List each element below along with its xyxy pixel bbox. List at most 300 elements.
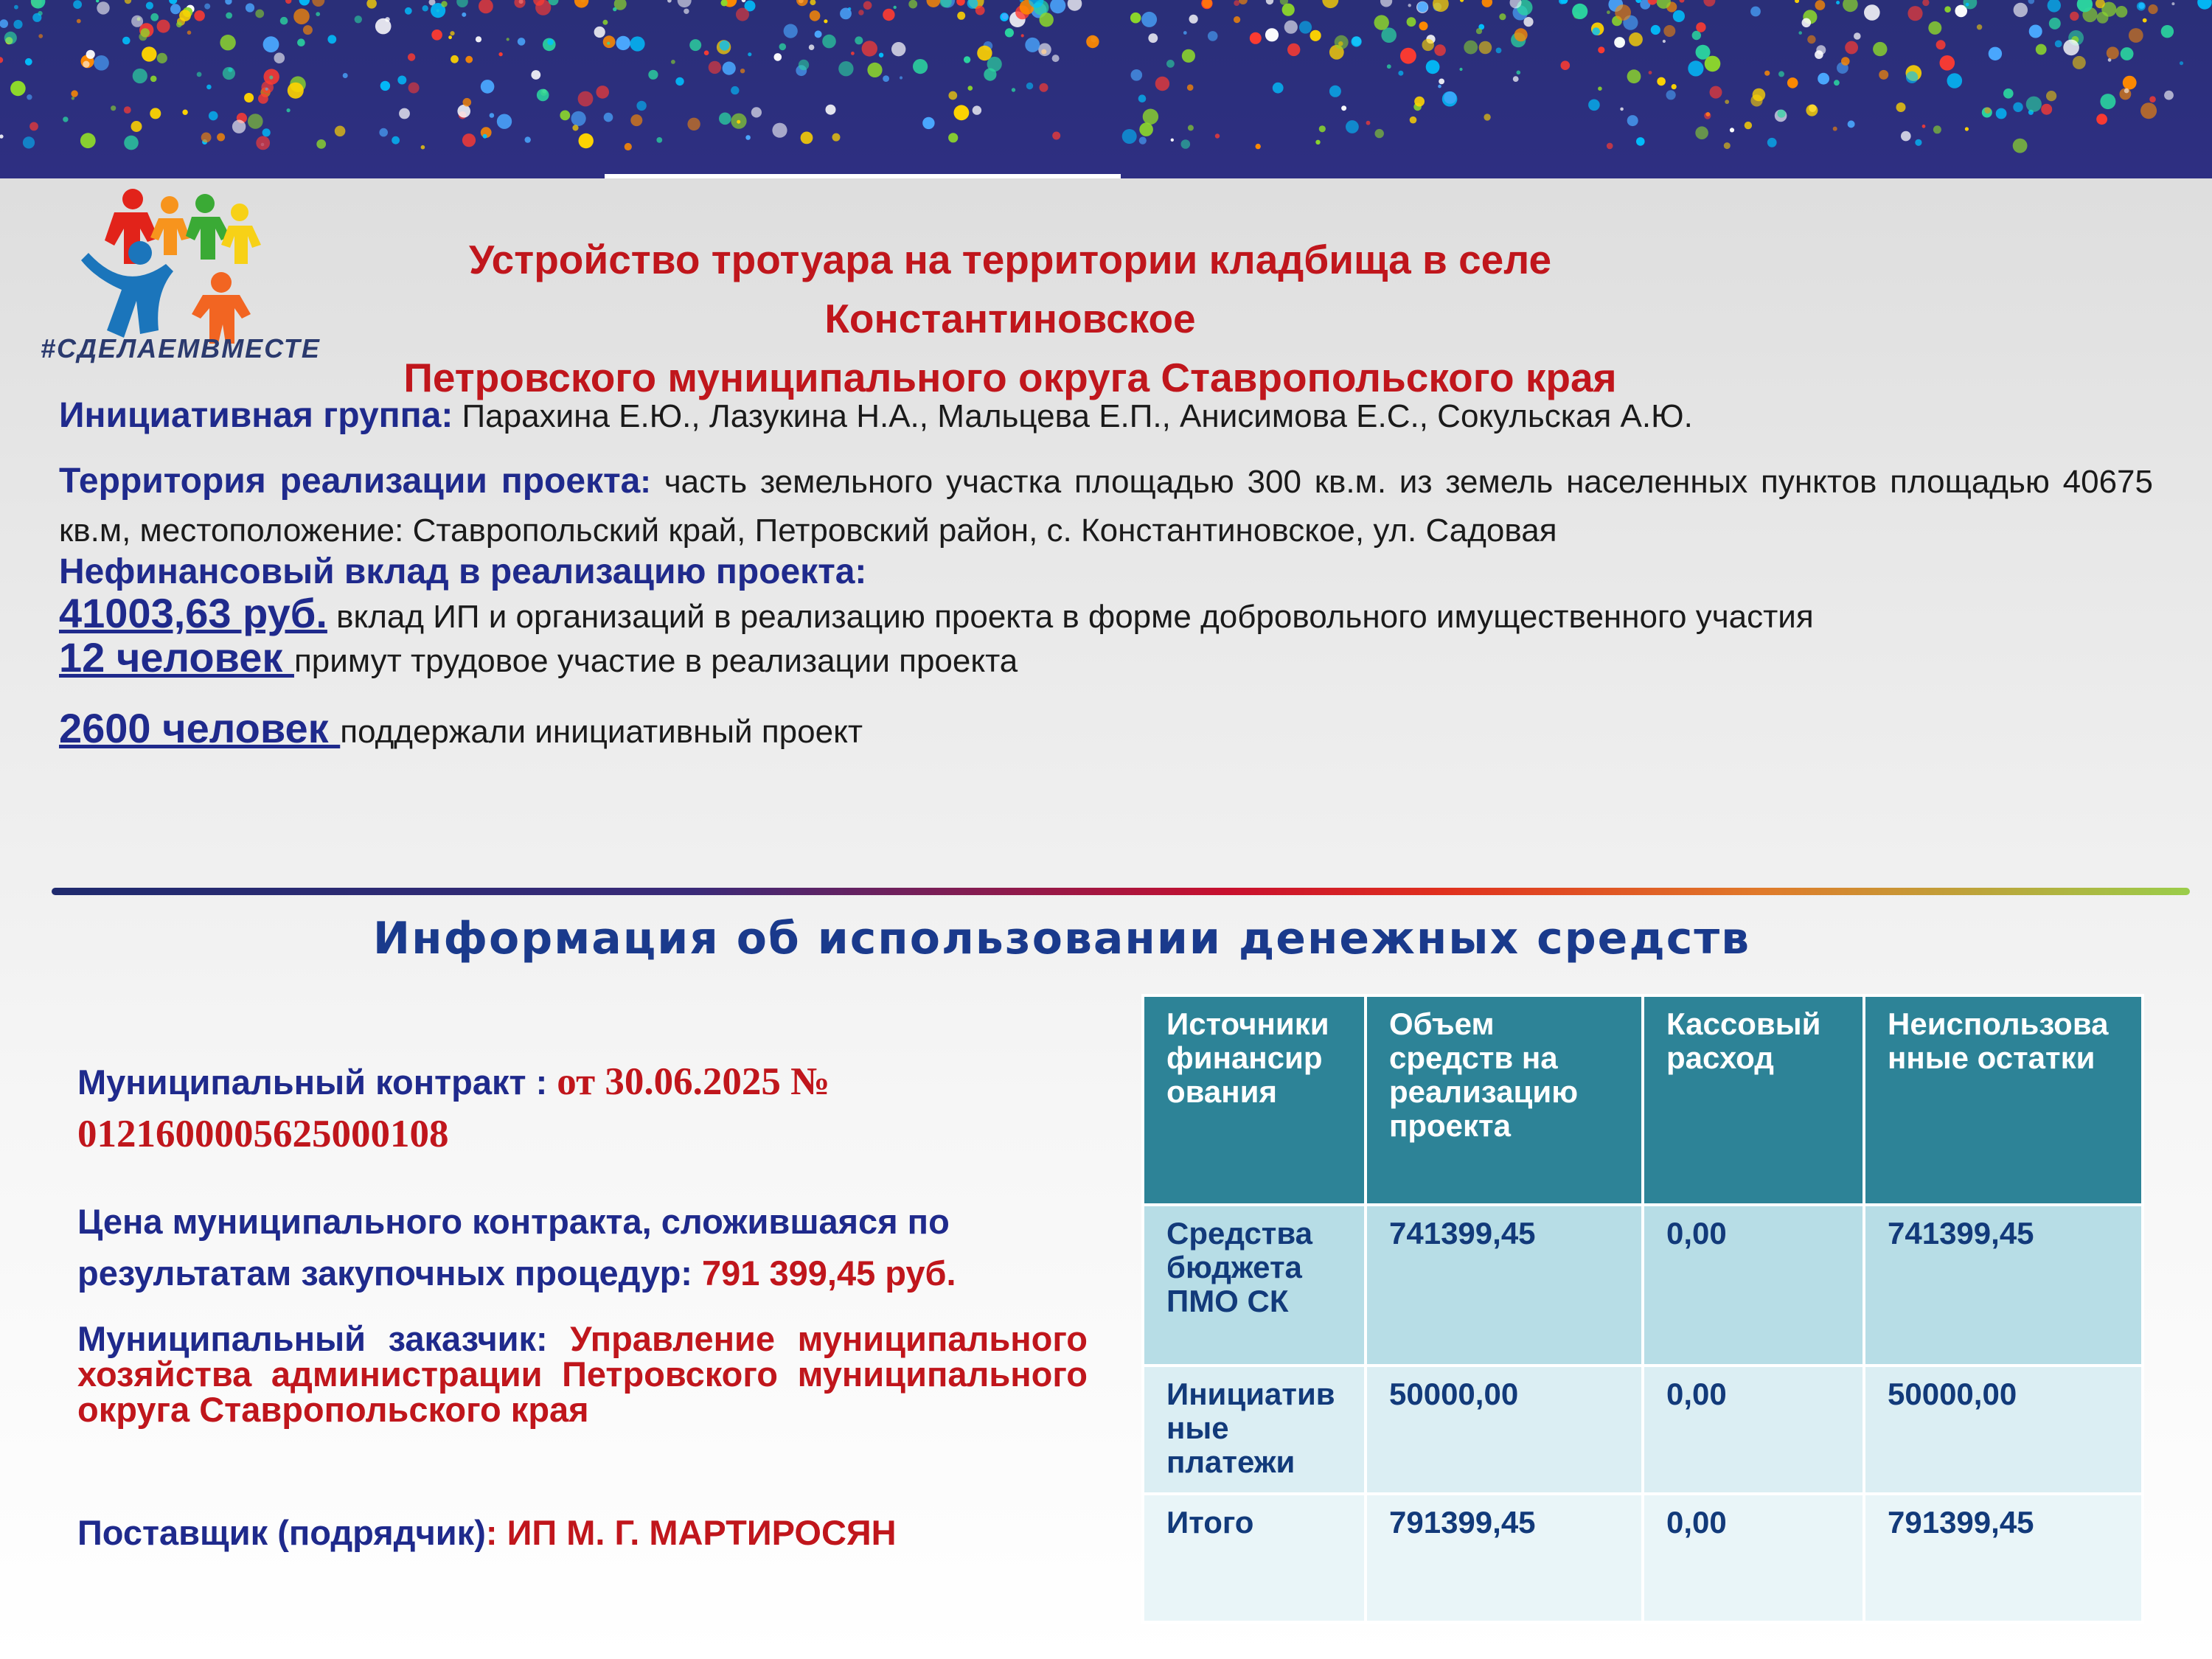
table-cell: Итого [1143, 1494, 1366, 1622]
confetti-dot [448, 35, 452, 39]
confetti-dot [2046, 91, 2056, 101]
confetti-dot [579, 133, 594, 148]
confetti-dot [2180, 61, 2183, 65]
confetti-dot [13, 20, 22, 29]
price-value: 791 399,45 руб. [702, 1253, 956, 1293]
table-row [1143, 1366, 2143, 1494]
confetti-dot [217, 133, 225, 142]
confetti-dot [274, 52, 285, 63]
confetti-dot [1864, 4, 1880, 21]
confetti-dot [38, 34, 43, 38]
confetti-dot [497, 114, 512, 129]
confetti-dot [704, 50, 709, 55]
confetti-dot [1464, 41, 1478, 55]
confetti-dot [2100, 94, 2115, 109]
confetti-dot [312, 0, 324, 7]
confetti-dot [479, 0, 493, 13]
confetti-dot [1787, 77, 1798, 88]
confetti-dot [736, 8, 749, 21]
price-info [77, 1196, 1088, 1299]
territory [59, 457, 2153, 555]
confetti-dot [1476, 28, 1482, 34]
confetti-dot [1767, 138, 1777, 147]
confetti-dot [1052, 55, 1060, 62]
confetti-dot [2140, 102, 2157, 119]
financing-table [1141, 994, 2144, 1624]
confetti-dot [2123, 76, 2137, 90]
confetti-dot [1422, 39, 1434, 51]
confetti-dot [1750, 7, 1761, 17]
confetti-dot [737, 120, 740, 124]
confetti-dot [316, 139, 326, 149]
confetti-dot [774, 53, 782, 61]
confetti-dot [862, 41, 877, 56]
confetti-dot [594, 27, 605, 38]
confetti-dot [232, 120, 246, 133]
confetti-dot [1688, 60, 1703, 76]
confetti-dot [572, 125, 578, 131]
table-cell: 0,00 [1643, 1366, 1864, 1494]
confetti-dot [1189, 15, 1198, 24]
confetti-dot [1419, 21, 1428, 30]
confetti-dot [1984, 107, 1991, 114]
confetti-dot [1778, 71, 1784, 77]
confetti-dot [2148, 4, 2157, 14]
confetti-dot [1750, 94, 1762, 106]
confetti-dot [1050, 0, 1065, 13]
confetti-dot [667, 0, 672, 3]
confetti-dot [894, 6, 897, 9]
confetti-dot [1143, 109, 1158, 125]
confetti-dot [1352, 36, 1362, 46]
confetti-dot [77, 19, 81, 24]
confetti-dot [1901, 131, 1911, 142]
confetti-dot [1250, 32, 1262, 44]
table-cell: 0,00 [1643, 1205, 1864, 1366]
confetti-dot [1282, 4, 1295, 16]
confetti-dot [1816, 45, 1826, 55]
confetti-dot [255, 10, 264, 18]
confetti-dot [1649, 71, 1652, 74]
confetti-dot [956, 0, 965, 6]
confetti-dot [675, 77, 684, 86]
confetti-dot [719, 113, 731, 125]
header-cell-cash: Кассовый расход [1643, 995, 1864, 1205]
confetti-dot [303, 25, 313, 35]
confetti-dot [31, 0, 46, 9]
confetti-dot [355, 15, 362, 23]
confetti-dot [1627, 69, 1641, 83]
confetti-dot [1434, 44, 1446, 56]
confetti-dot [689, 39, 701, 51]
table-cell: 50000,00 [1864, 1366, 2143, 1494]
confetti-dot [133, 69, 147, 83]
confetti-dot [463, 98, 472, 107]
confetti-dot [547, 39, 553, 45]
confetti-dot [223, 67, 235, 80]
confetti-dot [0, 134, 4, 138]
confetti-dot [176, 21, 182, 27]
confetti-dot [968, 86, 973, 91]
confetti-dot [379, 128, 388, 137]
confetti-dot [1745, 122, 1752, 129]
confetti-dot [927, 0, 941, 7]
confetti-dot [604, 113, 613, 122]
confetti-dot [450, 31, 454, 35]
confetti-dot [748, 52, 751, 56]
confetti-dot [578, 91, 594, 107]
confetti-dot [1234, 16, 1240, 23]
confetti-dot [1845, 41, 1858, 55]
confetti-dot [1329, 86, 1341, 97]
confetti-dot [772, 123, 787, 138]
confetti-dot [1459, 68, 1462, 71]
confetti-dot [883, 9, 894, 21]
confetti-dot [973, 105, 981, 114]
confetti-dot [71, 90, 77, 97]
confetti-dot [908, 0, 917, 9]
customer-value: Управление муниципального хозяйства администрации Петровского муниципального округа Ставропольского края [77, 1319, 1088, 1429]
confetti-dot [1181, 139, 1191, 149]
header-cell-sources: Источники финансир ования [1143, 995, 1366, 1205]
confetti-dot [900, 76, 902, 79]
confetti-dot [1598, 46, 1604, 53]
confetti-dot [2029, 25, 2042, 38]
confetti-dot [987, 57, 1002, 72]
confetti-dot [1673, 10, 1685, 22]
confetti-dot [1335, 35, 1349, 49]
confetti-dot [801, 132, 813, 145]
confetti-dot [1561, 60, 1571, 70]
confetti-dot [1922, 125, 1926, 128]
confetti-dot [815, 30, 822, 38]
confetti-dot [1052, 132, 1060, 140]
confetti-dot [2121, 47, 2134, 60]
confetti-dot [316, 12, 320, 16]
confetti-dot [182, 110, 187, 115]
confetti-dot [157, 20, 170, 33]
confetti-dot [1523, 17, 1533, 27]
confetti-dot [2096, 114, 2107, 125]
confetti-dot [507, 38, 509, 41]
confetti-dot [456, 0, 468, 7]
confetti-dot [913, 59, 928, 74]
confetti-dot [1215, 133, 1220, 138]
confetti-dot [1187, 84, 1194, 91]
table-row [1143, 1205, 2143, 1366]
confetti-dot [4, 32, 17, 44]
confetti-dot [1012, 88, 1015, 91]
table-header-row [1143, 995, 2143, 1205]
confetti-dot [514, 0, 525, 8]
confetti-dot [1310, 30, 1321, 41]
confetti-dot [225, 0, 232, 4]
confetti-dot [957, 12, 965, 20]
confetti-dot [131, 121, 142, 132]
confetti-dot [1724, 142, 1731, 149]
confetti-dot [124, 106, 131, 114]
confetti-dot [720, 41, 730, 51]
confetti-dot [1122, 129, 1137, 144]
confetti-dot [574, 0, 588, 8]
confetti-dot [1620, 108, 1624, 111]
confetti-dot [96, 0, 99, 2]
confetti-dot [1417, 1, 1427, 12]
confetti-dot [867, 63, 882, 77]
page-title [383, 230, 1637, 407]
confetti-dot [462, 13, 466, 17]
confetti-dot [891, 42, 905, 56]
confetti-dot [1414, 97, 1425, 107]
confetti-dot [625, 143, 632, 150]
confetti-dot [169, 0, 177, 4]
confetti-dot [1703, 0, 1715, 7]
confetti-dot [1629, 32, 1643, 46]
confetti-dot [32, 13, 41, 22]
table-cell: 741399,45 [1366, 1205, 1643, 1366]
confetti-dot [832, 133, 841, 142]
confetti-dot [1496, 48, 1502, 54]
confetti-dot [366, 0, 377, 9]
confetti-dot [1400, 48, 1416, 64]
confetti-dot [1764, 71, 1770, 76]
confetti-dot [1778, 110, 1786, 118]
confetti-dot [1848, 120, 1855, 128]
support-count: 2600 человек [59, 705, 341, 751]
confetti-dot [1319, 125, 1326, 132]
confetti-dot [2161, 25, 2174, 38]
confetti-dot [1514, 28, 1528, 41]
confetti-dot [2048, 0, 2061, 13]
confetti-dot [72, 97, 74, 100]
confetti-dot [826, 105, 836, 115]
confetti-dot [462, 133, 476, 147]
confetti-dot [63, 116, 68, 122]
confetti-dot [687, 118, 700, 131]
confetti-dot [1002, 13, 1008, 19]
confetti-dot [209, 111, 218, 121]
confetti-dot [1141, 12, 1157, 27]
confetti-dot [740, 69, 745, 73]
confetti-dot [2055, 41, 2062, 48]
confetti-dot [73, 0, 82, 9]
confetti-dot [451, 55, 459, 63]
confetti-dot [1021, 34, 1024, 37]
confetti-dot [1273, 83, 1284, 94]
confetti-dot [2073, 56, 2086, 69]
confetti-dot [1802, 18, 1812, 28]
confetti-dot [124, 136, 139, 150]
confetti-dot [248, 114, 263, 129]
confetti-dot [742, 0, 746, 2]
confetti-dot [723, 62, 736, 75]
confetti-dot [1940, 55, 1955, 71]
confetti-dot [863, 1, 872, 10]
title-line-1: Устройство тротуара на территории кладбища в селе Константиновское [468, 237, 1552, 341]
confetti-dot [1484, 114, 1490, 120]
confetti-dot [150, 76, 157, 83]
confetti-dot [2028, 0, 2035, 4]
confetti-dot [2143, 18, 2147, 23]
confetti-dot [14, 5, 18, 10]
confetti-dot [197, 72, 202, 77]
confetti-dot [2041, 104, 2052, 115]
confetti-dot [1068, 0, 1082, 11]
confetti-dot [975, 6, 985, 15]
confetti-dot [810, 0, 815, 5]
table-cell: 50000,00 [1366, 1366, 1643, 1494]
confetti-dot [851, 52, 855, 55]
confetti-dot [883, 75, 889, 82]
header-banner [0, 0, 2212, 178]
confetti-dot [2014, 3, 2028, 17]
confetti-dot [1695, 126, 1708, 139]
confetti-dot [220, 35, 235, 50]
confetti-dot [1374, 15, 1389, 29]
nonfinancial-amount: 41003,63 руб. [59, 590, 327, 636]
confetti-dot [146, 2, 153, 10]
confetti-dot [671, 60, 675, 64]
confetti-dot [1607, 10, 1610, 14]
confetti-dot [855, 36, 863, 44]
confetti-dot [86, 50, 95, 59]
title-line-2: Петровского муниципального округа Ставропольского края [403, 355, 1617, 400]
confetti-dot [1922, 0, 1929, 6]
confetti-dot [1873, 42, 1887, 56]
confetti-dot [288, 83, 304, 99]
nonfinancial-label [59, 550, 2153, 594]
confetti-dot [1346, 120, 1359, 133]
confetti-dot [483, 134, 487, 139]
confetti-dot [838, 61, 853, 76]
territory-value: часть земельного участка площадью 300 кв.м. из земель населенных пунктов площадью 40675 кв.м, местоположение: Ставропольский край, Петровский район, с. Константиновское, ул. Садовая [59, 464, 2154, 549]
confetti-dot [498, 52, 502, 56]
confetti-dot [142, 46, 156, 61]
confetti-dot [1607, 143, 1613, 150]
confetti-dot [421, 145, 425, 150]
confetti-dot [1636, 137, 1645, 146]
confetti-dot [380, 81, 390, 91]
confetti-dot [1499, 13, 1506, 20]
confetti-dot [441, 1, 447, 7]
confetti-dot [796, 0, 808, 6]
confetti-dot [1040, 13, 1054, 27]
confetti-dot [1366, 121, 1371, 125]
confetti-dot [0, 19, 8, 28]
confetti-dot [1818, 73, 1829, 85]
confetti-dot [745, 135, 751, 140]
confetti-dot [206, 85, 212, 90]
confetti-dot [1439, 79, 1444, 85]
confetti-dot [187, 30, 192, 35]
confetti-dot [1928, 21, 1941, 35]
initiative-group-value: Парахина Е.Ю., Лазукина Н.А., Мальцева Е.П., Анисимова Е.С., Сокульская А.Ю. [453, 398, 1693, 434]
confetti-dot [1266, 0, 1273, 4]
confetti-dot [2137, 2, 2146, 11]
confetti-dot [1815, 0, 1826, 10]
confetti-dot [1438, 85, 1441, 88]
confetti-dot [476, 36, 481, 42]
confetti-dot [457, 105, 470, 118]
confetti-dot [2063, 40, 2079, 56]
confetti-dot [0, 57, 3, 63]
confetti-dot [1841, 57, 1850, 66]
confetti-dot [1933, 125, 1941, 133]
confetti-dot [2049, 18, 2061, 29]
contract-info [77, 1056, 1088, 1161]
confetti-dot [678, 0, 692, 7]
confetti-dot [810, 10, 821, 21]
confetti-dot [23, 136, 35, 148]
confetti-dot [1795, 0, 1799, 3]
confetti-dot [1806, 105, 1818, 116]
confetti-dot [1208, 31, 1218, 41]
table-row-total [1143, 1494, 2143, 1622]
confetti-dot [709, 61, 721, 74]
confetti-dot [1287, 44, 1300, 56]
table-cell: Средства бюджета ПМО СК [1143, 1205, 1366, 1366]
confetti-dot [1592, 27, 1600, 35]
confetti-dot [2013, 139, 2028, 153]
confetti-dot [1807, 35, 1815, 44]
confetti-dot [1996, 108, 2007, 119]
confetti-dot [1139, 137, 1147, 145]
confetti-dot [1704, 112, 1711, 119]
confetti-dot [2003, 88, 2014, 99]
confetti-dot [179, 10, 191, 21]
confetti-dot [1005, 28, 1014, 37]
confetti-dot [258, 94, 268, 104]
confetti-dot [636, 101, 646, 111]
confetti-dot [201, 133, 212, 143]
confetti-dot [1965, 127, 1969, 131]
confetti-dot [1663, 40, 1666, 43]
confetti-dot [1086, 35, 1099, 48]
confetti-dot [948, 133, 958, 142]
confetti-dot [431, 29, 442, 41]
nonfinancial-amount-row [59, 591, 2153, 639]
confetti-dot [1513, 76, 1519, 82]
confetti-dot [297, 38, 305, 46]
supplier-value: : ИП М. Г. МАРТИРОСЯН [485, 1513, 897, 1552]
customer-info [77, 1321, 1088, 1427]
confetti-dot [1672, 84, 1677, 89]
confetti-dot [1692, 31, 1701, 40]
confetti-dot [1907, 6, 1922, 21]
confetti-dot [1836, 1, 1840, 4]
confetti-dot [1183, 31, 1187, 35]
confetti-dot [343, 73, 348, 78]
confetti-dot [194, 10, 205, 21]
confetti-dot [226, 13, 232, 19]
confetti-dot [1387, 64, 1391, 69]
confetti-dot [603, 35, 616, 48]
confetti-dot [518, 38, 526, 46]
confetti-dot [1025, 38, 1040, 52]
nonfinancial-heading: Нефинансовый вклад в реализацию проекта: [59, 552, 867, 591]
confetti-dot [490, 113, 495, 118]
confetti-dot [265, 88, 268, 91]
confetti-dot [531, 70, 540, 80]
confetti-decoration [0, 0, 2212, 178]
confetti-dot [1131, 69, 1143, 81]
confetti-dot [809, 44, 815, 50]
confetti-dot [83, 61, 89, 68]
confetti-dot [125, 0, 131, 4]
confetti-dot [1341, 105, 1346, 111]
confetti-dot [1299, 21, 1312, 33]
confetti-dot [335, 126, 346, 137]
